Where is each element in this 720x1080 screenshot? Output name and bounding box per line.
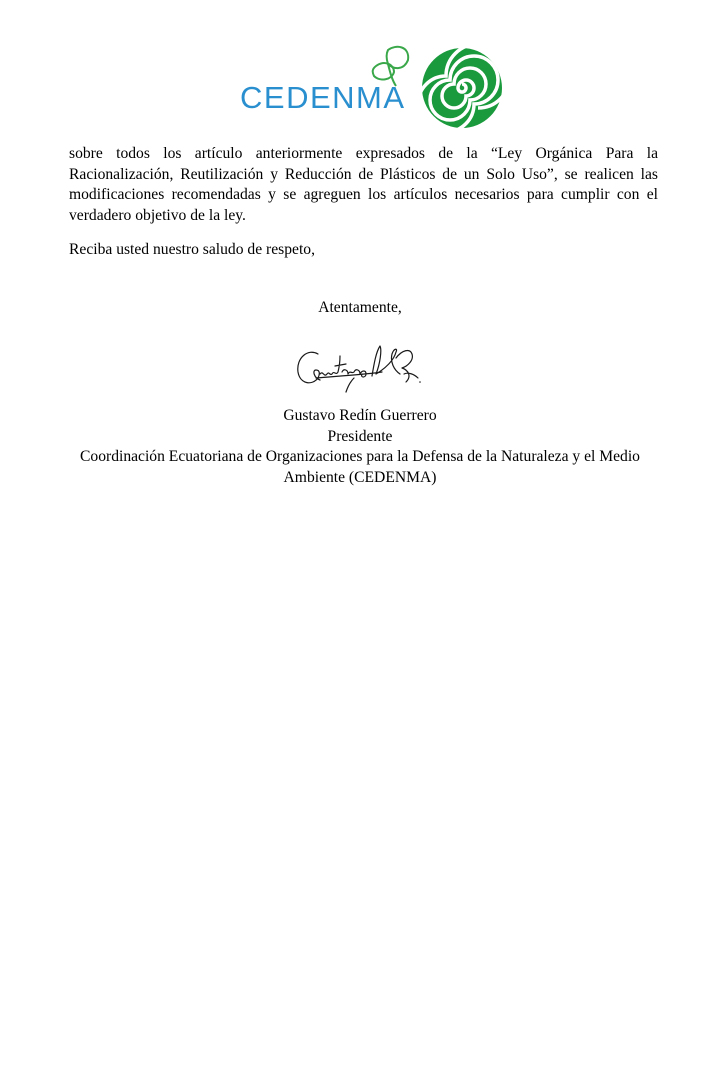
body-paragraph: sobre todos los artículo anteriormente expresados de la “Ley Orgánica Para la Racionalización, Reutilización y Reducción de Plásticos de un Solo Uso”, se realicen las modificaciones recomendadas y se agreguen los artículos necesarios para cumplir con el verdadero objetivo de la ley. (69, 145, 658, 224)
greeting-line: Reciba usted nuestro saludo de respeto, (69, 241, 315, 258)
logo-wordmark: CEDENMA (240, 80, 406, 115)
signer-block (60, 406, 660, 488)
cedenma-logo (238, 42, 508, 130)
signer-title: Presidente (327, 427, 393, 445)
handwritten-signature (290, 334, 430, 398)
closing-line: Atentamente, (318, 299, 402, 316)
spiral-icon (418, 44, 508, 130)
signer-name: Gustavo Redín Guerrero (283, 407, 437, 424)
signer-organization: Coordinación Ecuatoriana de Organizaciones para la Defensa de la Naturaleza y el Medio Ambiente (CEDENMA) (80, 448, 640, 486)
